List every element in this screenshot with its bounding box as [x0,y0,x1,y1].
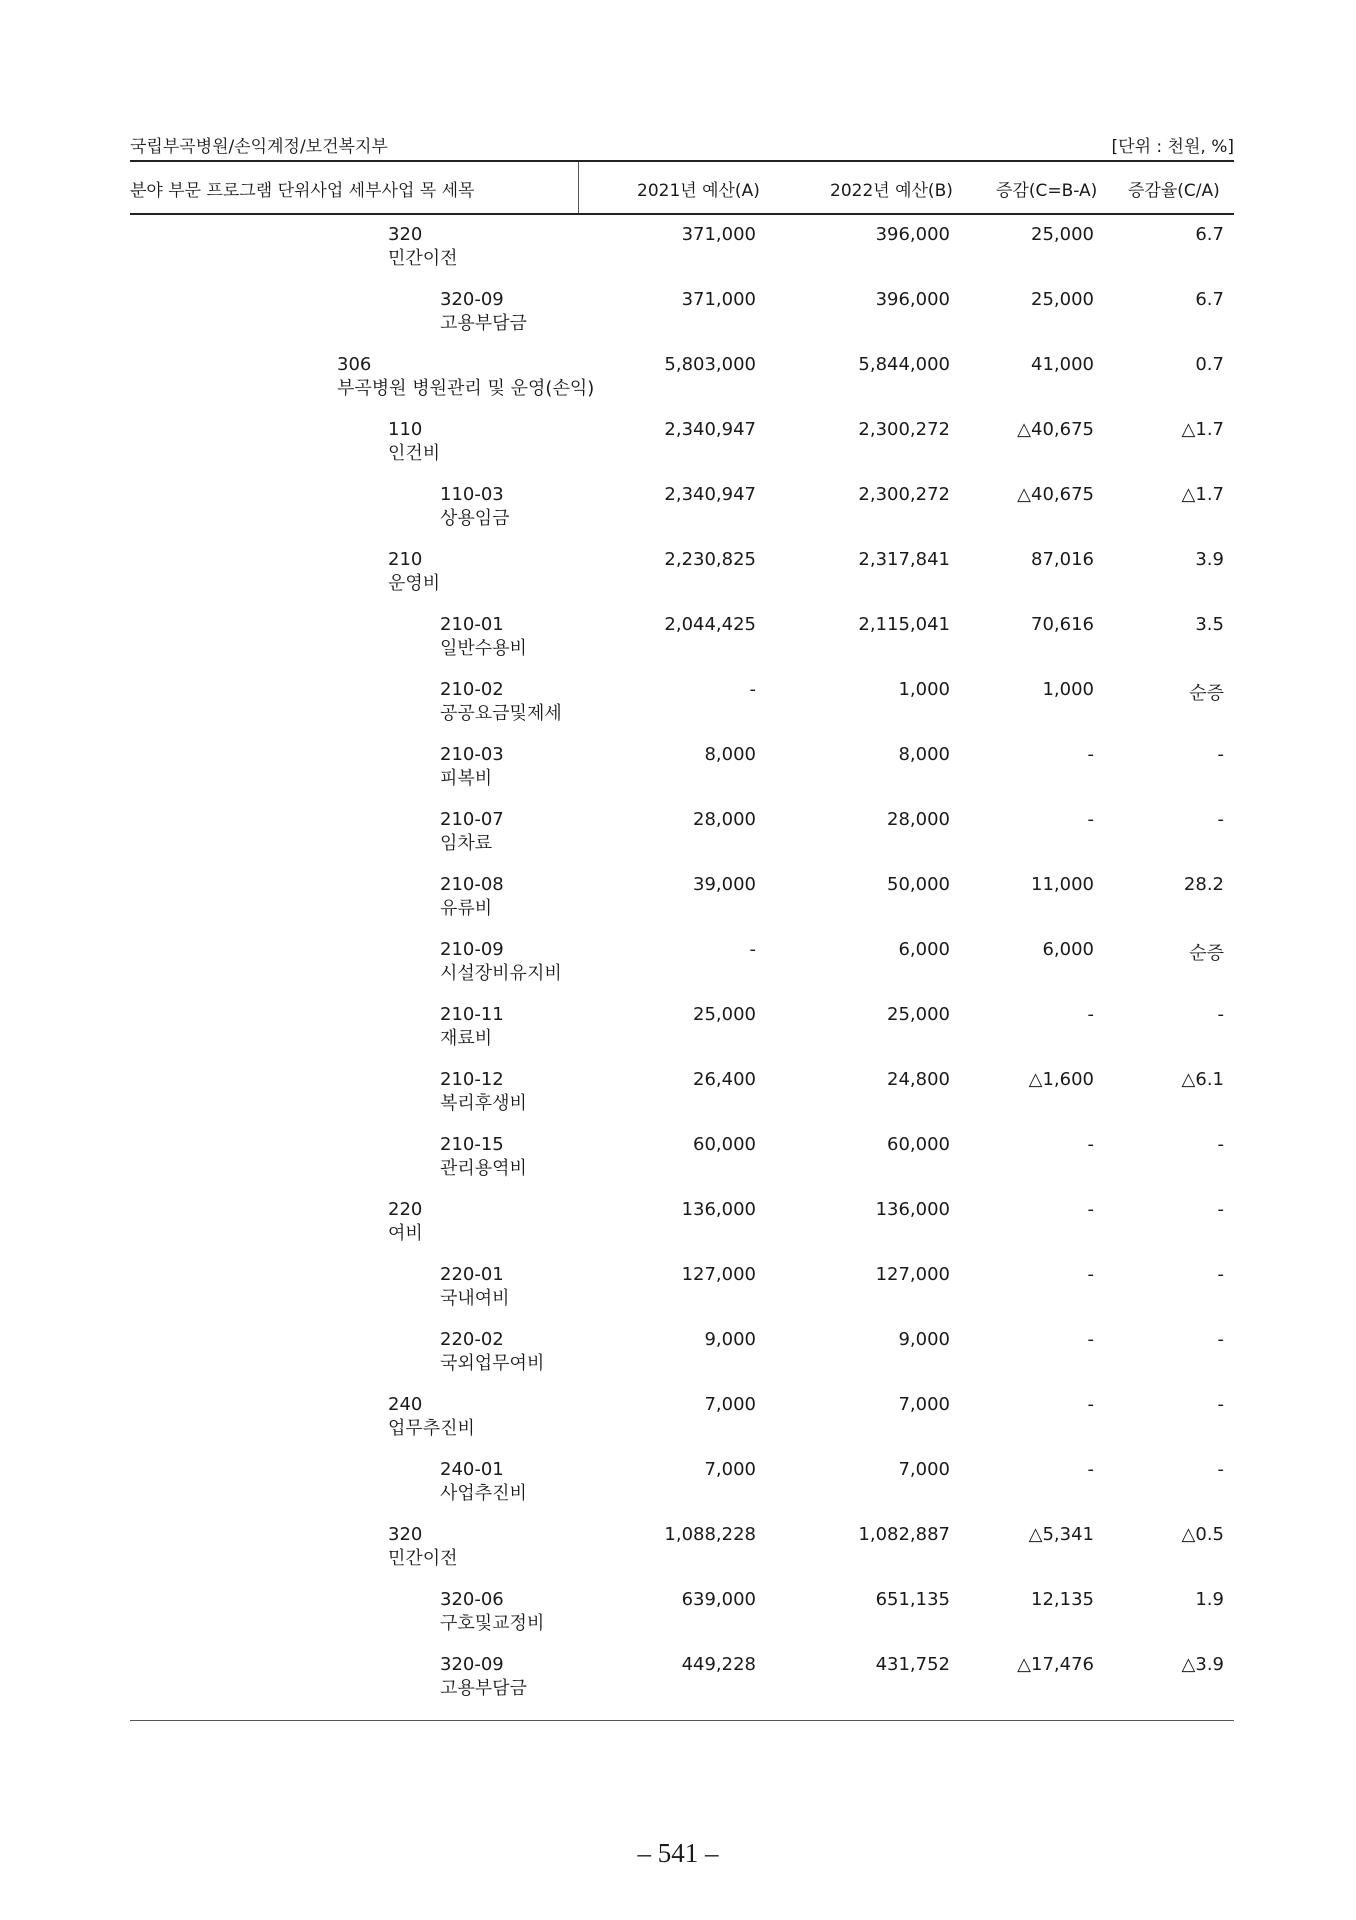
row-code: 320 [388,1524,423,1545]
cell-budget-2021: 39,000 [693,874,756,895]
cell-change-rate: - [1217,744,1224,765]
cell-change: △40,675 [1017,484,1094,505]
cell-budget-2022: 396,000 [875,289,950,310]
table-row [130,1394,1234,1459]
table-top-rule [130,160,1234,162]
cell-budget-2021: 60,000 [693,1134,756,1155]
cell-change-rate: 28.2 [1183,874,1224,895]
row-code: 220-02 [440,1329,504,1350]
table-row [130,1264,1234,1329]
cell-budget-2021: 136,000 [681,1199,756,1220]
row-name: 복리후생비 [440,1093,527,1114]
cell-budget-2021: 25,000 [693,1004,756,1025]
cell-change-rate: 3.9 [1195,549,1224,570]
cell-budget-2022: 1,082,887 [858,1524,950,1545]
cell-change: 41,000 [1031,354,1094,375]
cell-budget-2022: 2,115,041 [858,614,950,635]
cell-change: - [1087,1004,1094,1025]
row-name: 피복비 [440,768,493,789]
cell-budget-2021: 2,340,947 [664,419,756,440]
cell-budget-2022: 651,135 [875,1589,950,1610]
cell-budget-2021: 26,400 [693,1069,756,1090]
row-name: 운영비 [388,573,441,594]
cell-change-rate: - [1217,1329,1224,1350]
cell-budget-2022: 127,000 [875,1264,950,1285]
row-name: 임차료 [440,833,493,854]
table-row [130,744,1234,809]
table-row [130,874,1234,939]
row-code: 210-11 [440,1004,504,1025]
cell-budget-2022: 2,317,841 [858,549,950,570]
table-row [130,224,1234,289]
row-code: 210-12 [440,1069,504,1090]
cell-budget-2021: 2,340,947 [664,484,756,505]
cell-budget-2022: 8,000 [898,744,950,765]
unit-label: [단위 : 천원, %] [1111,137,1234,157]
row-name: 상용임금 [440,508,510,529]
table-row [130,1329,1234,1394]
cell-change-rate: 0.7 [1195,354,1224,375]
cell-change: 70,616 [1031,614,1094,635]
cell-change-rate: - [1217,1004,1224,1025]
cell-budget-2021: 2,044,425 [664,614,756,635]
row-code: 210-03 [440,744,504,765]
cell-change: 11,000 [1031,874,1094,895]
row-code: 210-01 [440,614,504,635]
cell-change: △1,600 [1028,1069,1094,1090]
row-name: 공공요금및제세 [440,703,562,724]
cell-change: △5,341 [1028,1524,1094,1545]
row-code: 320-06 [440,1589,504,1610]
cell-change: - [1087,1329,1094,1350]
row-code: 210-15 [440,1134,504,1155]
cell-budget-2021: 371,000 [681,224,756,245]
cell-change: 25,000 [1031,224,1094,245]
cell-budget-2022: 396,000 [875,224,950,245]
cell-change: △40,675 [1017,419,1094,440]
row-code: 210-07 [440,809,504,830]
cell-change: - [1087,744,1094,765]
header-change-rate: 증감율(C/A) [1128,181,1220,201]
cell-change: - [1087,1264,1094,1285]
table-row [130,1524,1234,1589]
cell-change-rate: 6.7 [1195,289,1224,310]
table-row [130,419,1234,484]
cell-change-rate: - [1217,1394,1224,1415]
table-row [130,484,1234,549]
cell-change-rate: △1.7 [1181,484,1224,505]
header-budget-2022: 2022년 예산(B) [830,181,953,201]
cell-budget-2022: 7,000 [898,1459,950,1480]
row-code: 220-01 [440,1264,504,1285]
cell-budget-2022: 1,000 [898,679,950,700]
cell-budget-2021: 7,000 [704,1394,756,1415]
row-name: 국외업무여비 [440,1353,545,1374]
cell-budget-2022: 24,800 [887,1069,950,1090]
table-row [130,1069,1234,1134]
cell-change-rate: △3.9 [1181,1654,1224,1675]
row-code: 320-09 [440,289,504,310]
table-title: 국립부곡병원/손익계정/보건복지부 [130,137,388,157]
header-column-divider [578,162,579,214]
table-row [130,289,1234,354]
cell-change-rate: - [1217,1459,1224,1480]
row-name: 업무추진비 [388,1418,475,1439]
row-name: 부곡병원 병원관리 및 운영(손익) [337,378,595,399]
cell-budget-2022: 2,300,272 [858,484,950,505]
cell-budget-2021: 2,230,825 [664,549,756,570]
cell-change: - [1087,1199,1094,1220]
row-name: 인건비 [388,443,441,464]
row-code: 220 [388,1199,423,1220]
row-name: 유류비 [440,898,493,919]
row-code: 210 [388,549,423,570]
row-code: 306 [337,354,372,375]
cell-change: - [1087,1394,1094,1415]
table-row [130,1654,1234,1719]
cell-budget-2021: 8,000 [704,744,756,765]
cell-budget-2022: 5,844,000 [858,354,950,375]
cell-change: - [1087,1134,1094,1155]
cell-change-rate: △1.7 [1181,419,1224,440]
cell-change-rate: △6.1 [1181,1069,1224,1090]
row-name: 민간이전 [388,1548,458,1569]
header-bottom-rule [130,213,1234,215]
cell-budget-2022: 7,000 [898,1394,950,1415]
row-name: 고용부담금 [440,313,527,334]
cell-change: 1,000 [1042,679,1094,700]
table-row [130,679,1234,744]
row-code: 320-09 [440,1654,504,1675]
cell-budget-2022: 431,752 [875,1654,950,1675]
table-row [130,809,1234,874]
cell-change: 25,000 [1031,289,1094,310]
row-name: 시설장비유지비 [440,963,562,984]
row-code: 210-02 [440,679,504,700]
header-structure: 분야 부문 프로그램 단위사업 세부사업 목 세목 [130,181,475,201]
cell-change-rate: - [1217,1134,1224,1155]
cell-budget-2021: 639,000 [681,1589,756,1610]
cell-change-rate: 3.5 [1195,614,1224,635]
cell-budget-2022: 136,000 [875,1199,950,1220]
cell-change: 87,016 [1031,549,1094,570]
table-row [130,1004,1234,1069]
row-code: 110-03 [440,484,504,505]
row-name: 사업추진비 [440,1483,527,1504]
cell-change: - [1087,1459,1094,1480]
cell-budget-2022: 9,000 [898,1329,950,1350]
cell-change-rate: - [1217,1199,1224,1220]
cell-change-rate: - [1217,809,1224,830]
row-name: 고용부담금 [440,1678,527,1699]
table-row [130,1134,1234,1199]
cell-budget-2022: 2,300,272 [858,419,950,440]
row-name: 재료비 [440,1028,493,1049]
cell-change-rate: △0.5 [1181,1524,1224,1545]
row-name: 일반수용비 [440,638,527,659]
row-code: 110 [388,419,423,440]
cell-change: - [1087,809,1094,830]
header-budget-2021: 2021년 예산(A) [637,181,760,201]
cell-budget-2021: 28,000 [693,809,756,830]
cell-budget-2021: 7,000 [704,1459,756,1480]
table-bottom-rule [130,1720,1234,1721]
cell-change: △17,476 [1017,1654,1094,1675]
row-code: 210-09 [440,939,504,960]
table-row [130,614,1234,679]
cell-budget-2022: 28,000 [887,809,950,830]
row-name: 여비 [388,1223,423,1244]
table-caption [130,132,1234,157]
cell-budget-2021: 5,803,000 [664,354,756,375]
table-row [130,1459,1234,1524]
cell-change-rate: 1.9 [1195,1589,1224,1610]
table-row [130,1199,1234,1264]
row-name: 국내여비 [440,1288,510,1309]
cell-budget-2021: 9,000 [704,1329,756,1350]
table-row [130,549,1234,614]
cell-change-rate: 6.7 [1195,224,1224,245]
cell-budget-2021: 371,000 [681,289,756,310]
cell-change-rate: - [1217,1264,1224,1285]
row-code: 210-08 [440,874,504,895]
cell-budget-2022: 60,000 [887,1134,950,1155]
cell-budget-2022: 6,000 [898,939,950,960]
row-code: 240 [388,1394,423,1415]
cell-change-rate: 순증 [1189,683,1224,704]
row-name: 민간이전 [388,248,458,269]
table-header [130,176,1234,204]
cell-budget-2022: 25,000 [887,1004,950,1025]
cell-change-rate: 순증 [1189,943,1224,964]
cell-budget-2021: - [749,679,756,700]
header-change: 증감(C=B-A) [996,181,1098,201]
cell-change: 6,000 [1042,939,1094,960]
table-row [130,1589,1234,1654]
row-code: 320 [388,224,423,245]
table-row [130,939,1234,1004]
table-row [130,354,1234,419]
cell-budget-2021: 127,000 [681,1264,756,1285]
cell-budget-2021: - [749,939,756,960]
row-name: 관리용역비 [440,1158,527,1179]
cell-budget-2022: 50,000 [887,874,950,895]
table-body [130,224,1234,1719]
page-number: – 541 – [637,1838,719,1868]
row-code: 240-01 [440,1459,504,1480]
cell-budget-2021: 1,088,228 [664,1524,756,1545]
cell-change: 12,135 [1031,1589,1094,1610]
row-name: 구호및교정비 [440,1613,545,1634]
cell-budget-2021: 449,228 [681,1654,756,1675]
